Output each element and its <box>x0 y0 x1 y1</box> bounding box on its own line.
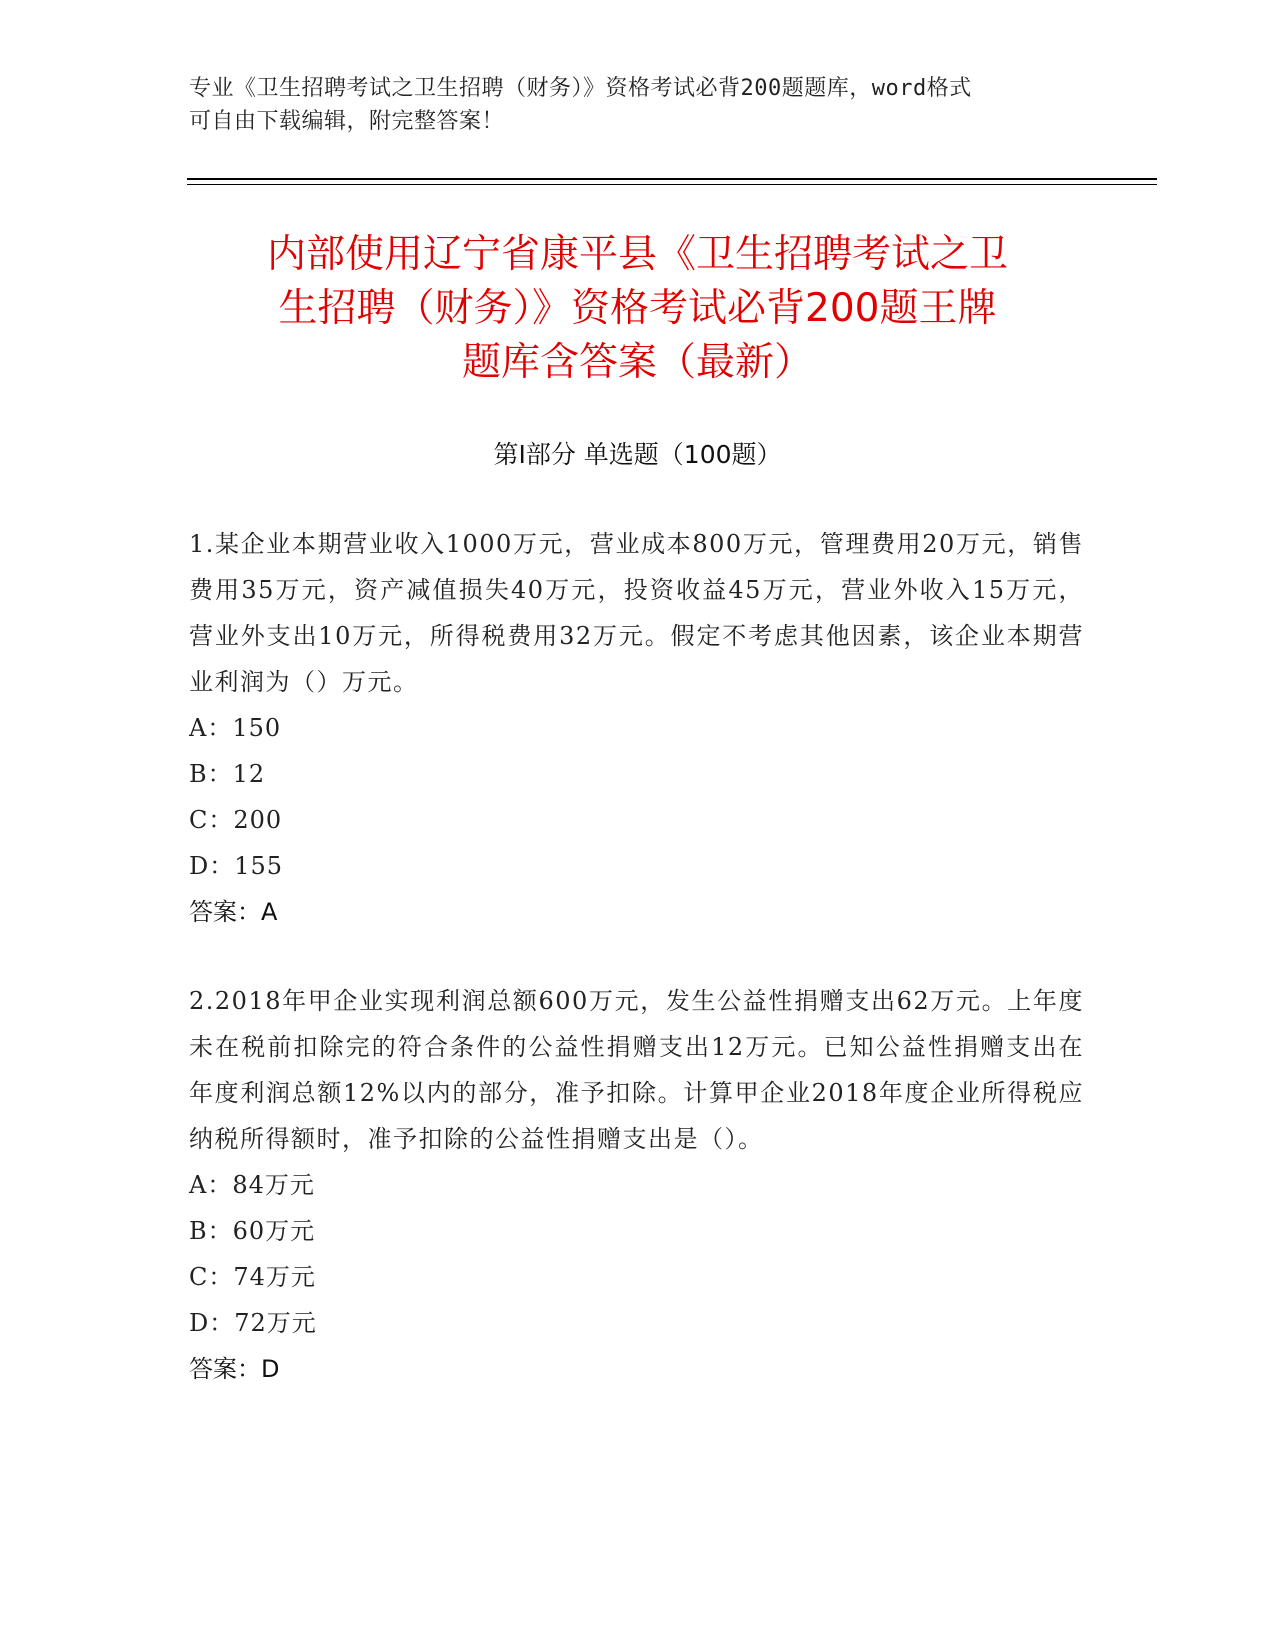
document-title-line2: 生招聘（财务）》资格考试必背200题王牌 <box>278 286 997 331</box>
option-c: C：74万元 <box>189 1263 316 1291</box>
header-divider-thin <box>187 184 1157 185</box>
answer-line: 答案：D <box>189 1355 280 1383</box>
header-divider-thick <box>187 178 1157 180</box>
option-a: A：150 <box>189 714 282 742</box>
option-c: C：200 <box>189 806 283 834</box>
header-note-line1: 专业《卫生招聘考试之卫生招聘（财务）》资格考试必背200题题库，word格式 <box>189 76 972 101</box>
question-stem: 2.2018年甲企业实现利润总额600万元，发生公益性捐赠支出62万元。上年度未在税前扣除完的符合条件的公益性捐赠支出12万元。已知公益性捐赠支出在年度利润总额12%以内的部分，准予扣除。计算甲企业2018年度企业所得税应纳税所得额时，准予扣除的公益性捐赠支出是（）。 <box>189 987 1084 1153</box>
document-title <box>195 228 1080 390</box>
option-d: D：72万元 <box>189 1309 317 1337</box>
question-2 <box>189 978 1084 1392</box>
option-b: B：12 <box>189 760 266 788</box>
option-b: B：60万元 <box>189 1217 316 1245</box>
answer-line: 答案：A <box>189 898 278 926</box>
header-note-line2: 可自由下载编辑，附完整答案！ <box>189 109 505 134</box>
question-1 <box>189 521 1084 935</box>
option-a: A：84万元 <box>189 1171 315 1199</box>
section-heading: 第Ⅰ部分 单选题（100题） <box>493 440 782 469</box>
question-stem: 1.某企业本期营业收入1000万元，营业成本800万元，管理费用20万元，销售费用35万元，资产减值损失40万元，投资收益45万元，营业外收入15万元，营业外支出10万元，所得税费用32万元。假定不考虑其他因素，该企业本期营业利润为（）万元。 <box>189 530 1084 696</box>
document-title-line1: 内部使用辽宁省康平县《卫生招聘考试之卫 <box>266 232 1008 277</box>
header-note <box>189 72 1069 138</box>
document-title-line3: 题库含答案（最新） <box>461 340 813 385</box>
option-d: D：155 <box>189 852 284 880</box>
